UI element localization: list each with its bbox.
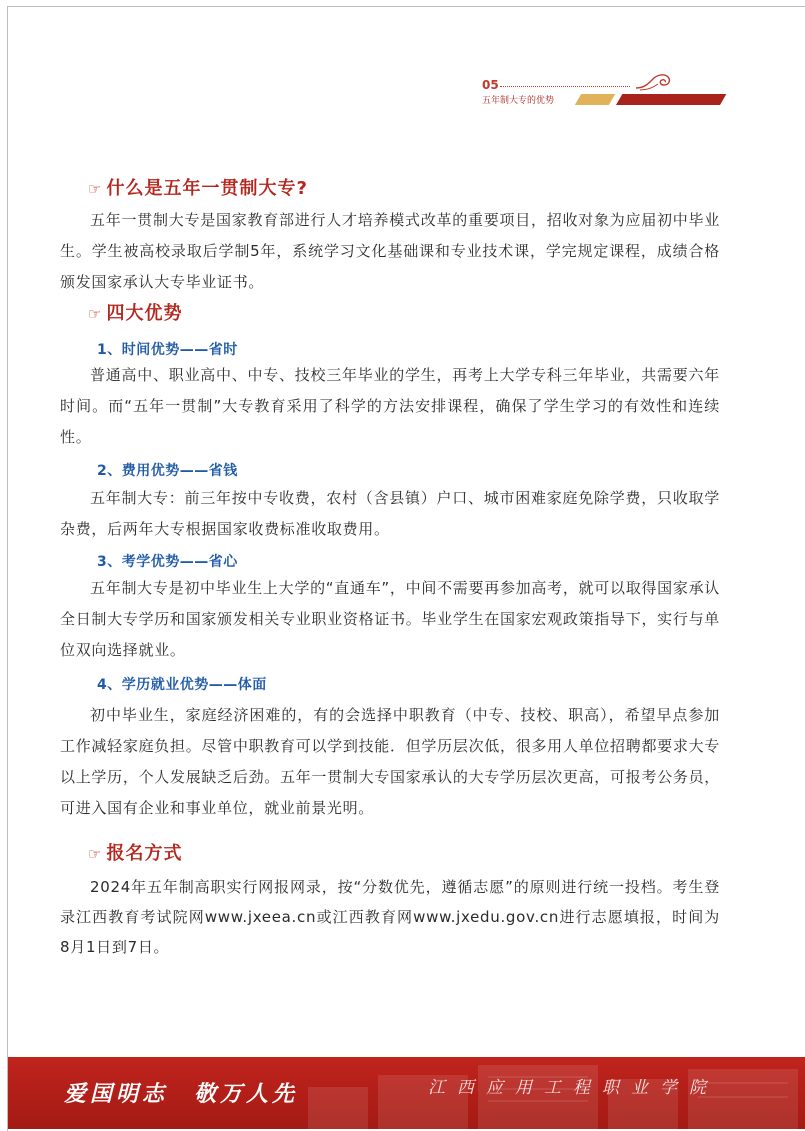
advantage-heading-4: 4、学历就业优势——体面 bbox=[97, 677, 267, 693]
pointing-hand-icon: ☞ bbox=[88, 305, 103, 323]
page-header bbox=[478, 68, 728, 112]
cloud-swirl-icon bbox=[634, 70, 674, 92]
advantage-heading-3: 3、考学优势——省心 bbox=[97, 554, 238, 570]
advantage-text-1: 普通高中、职业高中、中专、技校三年毕业的学生，再考上大学专科三年毕业，共需要六年时间。而“五年一贯制”大专教育采用了科学的方法安排课程，确保了学生学习的有效性和连续性。 bbox=[60, 366, 720, 446]
paragraph-what: 五年一贯制大专是国家教育部进行人才培养模式改革的重要项目，招收对象为应届初中毕业生。学生被高校录取后学制5年，系统学习文化基础课和专业技术课，学完规定课程，成绩合格颁发国家承认大专毕业证书。 bbox=[60, 211, 720, 291]
header-subtitle: 五年制大专的优势 bbox=[482, 96, 555, 106]
pointing-hand-icon: ☞ bbox=[88, 180, 103, 198]
section-title-what: ☞ 什么是五年一贯制大专? bbox=[88, 178, 308, 199]
advantage-heading-2: 2、费用优势——省钱 bbox=[97, 463, 238, 479]
advantage-text-4: 初中毕业生，家庭经济困难的，有的会选择中职教育（中专、技校、职高），希望早点参加工作减轻家庭负担。尽管中职教育可以学到技能．但学历层次低，很多用人单位招聘都要求大专以上学历，个人发展缺乏后劲。五年一贯制大专国家承认的大专学历层次更高，可报考公务员，可进入国有企业和事业单位，就业前景光明。 bbox=[60, 706, 720, 817]
section-title-advantages: ☞ 四大优势 bbox=[88, 303, 183, 324]
page-number: 05 bbox=[482, 78, 499, 92]
section-title-enroll: ☞ 报名方式 bbox=[88, 843, 183, 864]
footer-school-name: 江西应用工程职业学院 bbox=[428, 1078, 718, 1098]
advantage-heading-1: 1、时间优势——省时 bbox=[97, 342, 238, 358]
paragraph-enroll: 2024年五年制高职实行网报网录，按“分数优先，遵循志愿”的原则进行统一投档。考生登录江西教育考试院网www.jxeea.cn或江西教育网www.jxedu.gov.cn进行志愿填报，时间为8月1日到7日。 bbox=[60, 878, 720, 956]
footer-slogan: 爱国明志 敬万人先 bbox=[64, 1081, 299, 1107]
advantage-text-3: 五年制大专是初中毕业生上大学的“直通车”，中间不需要再参加高考，就可以取得国家承认全日制大专学历和国家颁发相关专业职业资格证书。毕业学生在国家宏观政策指导下，实行与单位双向选择就业。 bbox=[60, 579, 720, 659]
advantage-text-2: 五年制大专：前三年按中专收费，农村（含县镇）户口、城市困难家庭免除学费，只收取学杂费，后两年大专根据国家收费标准收取费用。 bbox=[60, 489, 720, 538]
header-red-bar bbox=[616, 94, 726, 105]
footer-banner bbox=[8, 1057, 805, 1129]
header-dotted-line bbox=[500, 86, 630, 87]
header-gold-bar bbox=[575, 94, 615, 105]
pointing-hand-icon: ☞ bbox=[88, 845, 103, 863]
